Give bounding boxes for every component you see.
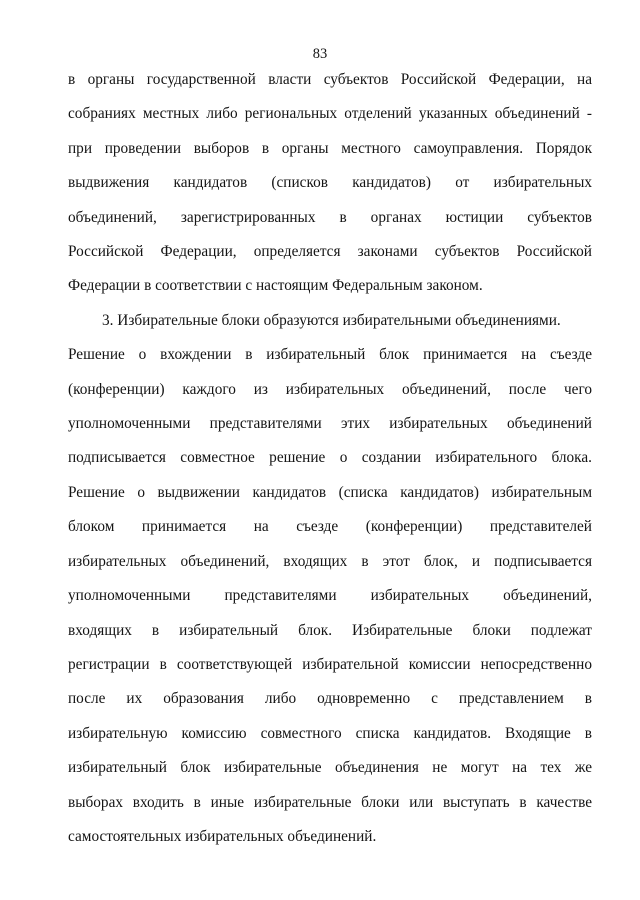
text-line: выборах входить в иные избирательные блоки или выступать в качестве — [68, 793, 592, 811]
text-line: уполномоченными представителями этих избирательных объединений — [68, 415, 592, 433]
text-line: после их образования либо одновременно с представлением в — [68, 690, 592, 708]
text-line: самостоятельных избирательных объединений. — [68, 827, 377, 845]
text-line: избирательную комиссию совместного списка кандидатов. Входящие в — [68, 724, 592, 742]
text-line: объединений, зарегистрированных в органах юстиции субъектов — [68, 208, 592, 226]
text-line: в органы государственной власти субъектов Российской Федерации, на — [68, 71, 592, 88]
text-line: при проведении выборов в органы местного самоуправления. Порядок — [68, 139, 592, 157]
document-body — [68, 63, 592, 854]
text-line: избирательных объединений, входящих в этот блок, и подписывается — [68, 552, 592, 570]
text-line: Российской Федерации, определяется законами субъектов Российской — [68, 243, 592, 261]
text-line: 3. Избирательные блоки образуются избирательными объединениями. — [102, 311, 561, 329]
text-line: блоком принимается на съезде (конференции) представителей — [68, 518, 592, 536]
text-line: выдвижения кандидатов (списков кандидатов) от избирательных — [68, 174, 592, 192]
text-line: подписывается совместное решение о создании избирательного блока. — [68, 449, 592, 467]
text-line: собраниях местных либо региональных отделений указанных объединений - — [68, 105, 592, 123]
text-line: входящих в избирательный блок. Избирательные блоки подлежат — [68, 621, 592, 639]
page-number: 83 — [312, 46, 328, 62]
text-line: Решение о выдвижении кандидатов (списка кандидатов) избирательным — [68, 483, 592, 501]
text-line: Федерации в соответствии с настоящим Федеральным законом. — [68, 277, 483, 295]
text-line: (конференции) каждого из избирательных объединений, после чего — [68, 380, 592, 398]
text-line: Решение о вхождении в избирательный блок принимается на съезде — [68, 346, 592, 364]
text-line: избирательный блок избирательные объединения не могут на тех же — [68, 759, 592, 777]
text-line: регистрации в соответствующей избирательной комиссии непосредственно — [68, 655, 592, 673]
text-line: уполномоченными представителями избирательных объединений, — [68, 587, 592, 605]
